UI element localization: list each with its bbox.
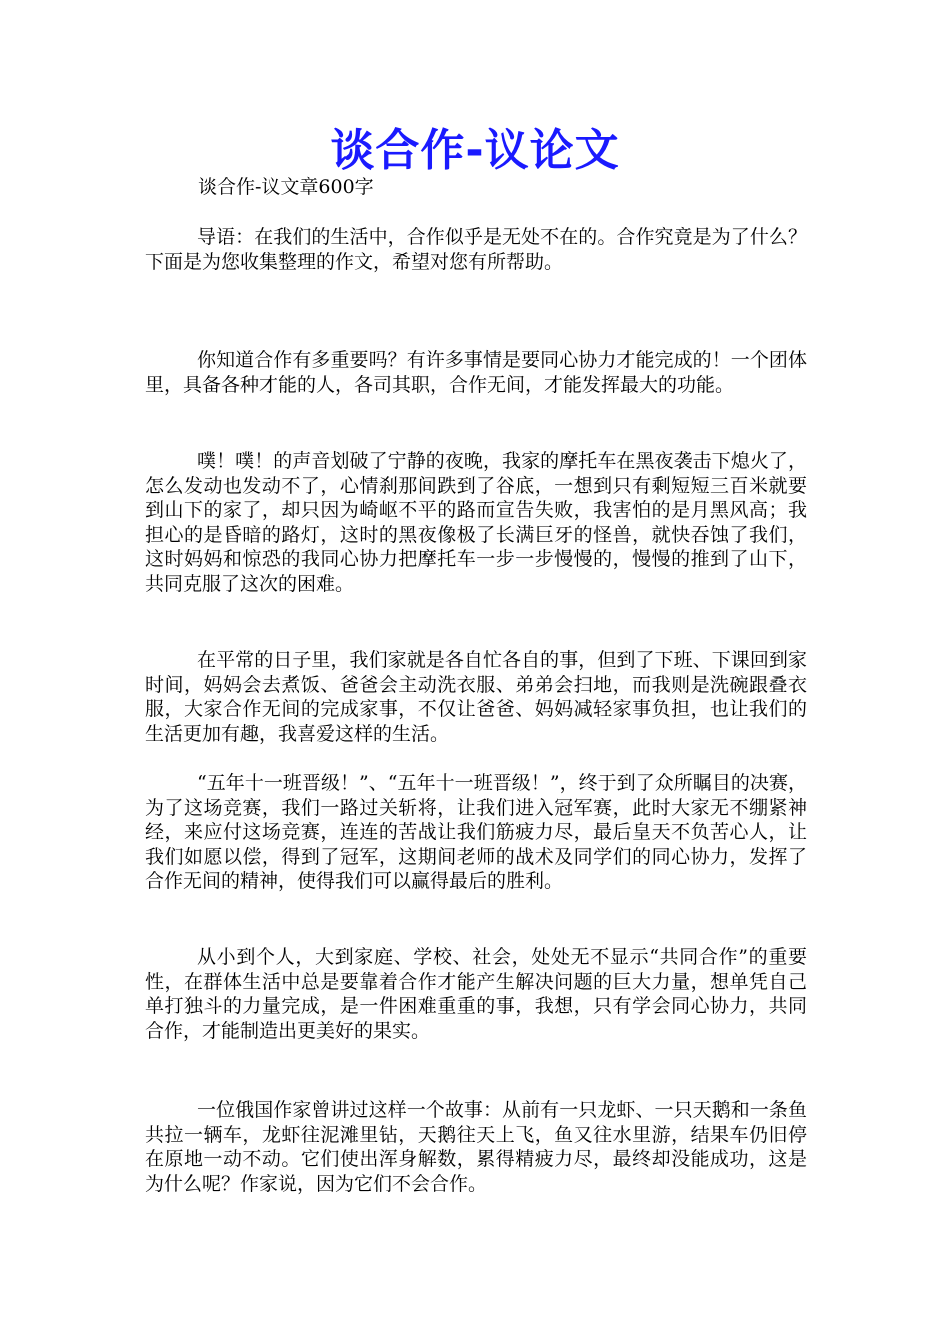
document-title: 谈合作-议论文 — [330, 125, 620, 176]
paragraph-5: 从小到个人，大到家庭、学校、社会，处处无不显示“共同合作”的重要性，在群体生活中总是要靠着合作才能产生解决问题的巨大力量，想单凭自己单打独斗的力量完成，是一件困难重重的事，我想，只有学会同心协力，共同合作，才能制造出更美好的果实。 — [145, 946, 807, 1042]
paragraph-6: 一位俄国作家曾讲过这样一个故事：从前有一只龙虾、一只天鹅和一条鱼共拉一辆车，龙虾往泥滩里钻，天鹅往天上飞，鱼又往水里游，结果车仍旧停在原地一动不动。它们使出浑身解数，累得精疲力尽，最终却没能成功，这是为什么呢？作家说，因为它们不会合作。 — [145, 1099, 807, 1195]
paragraph-4: “五年十一班晋级！”、“五年十一班晋级！”，终于到了众所瞩目的决赛，为了这场竞赛，我们一路过关斩将，让我们进入冠军赛，此时大家无不绷紧神经，来应付这场竞赛，连连的苦战让我们筋疲力尽，最后皇天不负苦心人，让我们如愿以偿，得到了冠军，这期间老师的战术及同学们的同心协力，发挥了合作无间的精神，使得我们可以赢得最后的胜利。 — [145, 772, 807, 892]
paragraph-intro: 导语：在我们的生活中，合作似乎是无处不在的。合作究竟是为了什么？下面是为您收集整理的作文，希望对您有所帮助。 — [145, 226, 807, 273]
paragraph-1: 你知道合作有多重要吗？有许多事情是要同心协力才能完成的！一个团体里，具备各种才能的人，各司其职，合作无间，才能发挥最大的功能。 — [145, 349, 807, 396]
paragraph-2: 噗！噗！的声音划破了宁静的夜晚，我家的摩托车在黑夜袭击下熄火了，怎么发动也发动不了，心情刹那间跌到了谷底，一想到只有剩短短三百米就要到山下的家了，却只因为崎岖不平的路而宣告失败，我害怕的是月黑风高；我担心的是昏暗的路灯，这时的黑夜像极了长满巨牙的怪兽，就快吞蚀了我们，这时妈妈和惊恐的我同心协力把摩托车一步一步慢慢的，慢慢的推到了山下，共同克服了这次的困难。 — [145, 450, 807, 595]
paragraph-3: 在平常的日子里，我们家就是各自忙各自的事，但到了下班、下课回到家时间，妈妈会去煮饭、爸爸会主动洗衣服、弟弟会扫地，而我则是洗碗跟叠衣服，大家合作无间的完成家事，不仅让爸爸、妈妈减轻家事负担，也让我们的生活更加有趣，我喜爱这样的生活。 — [145, 649, 807, 745]
document-subtitle: 谈合作-议文章600字 — [198, 176, 374, 198]
